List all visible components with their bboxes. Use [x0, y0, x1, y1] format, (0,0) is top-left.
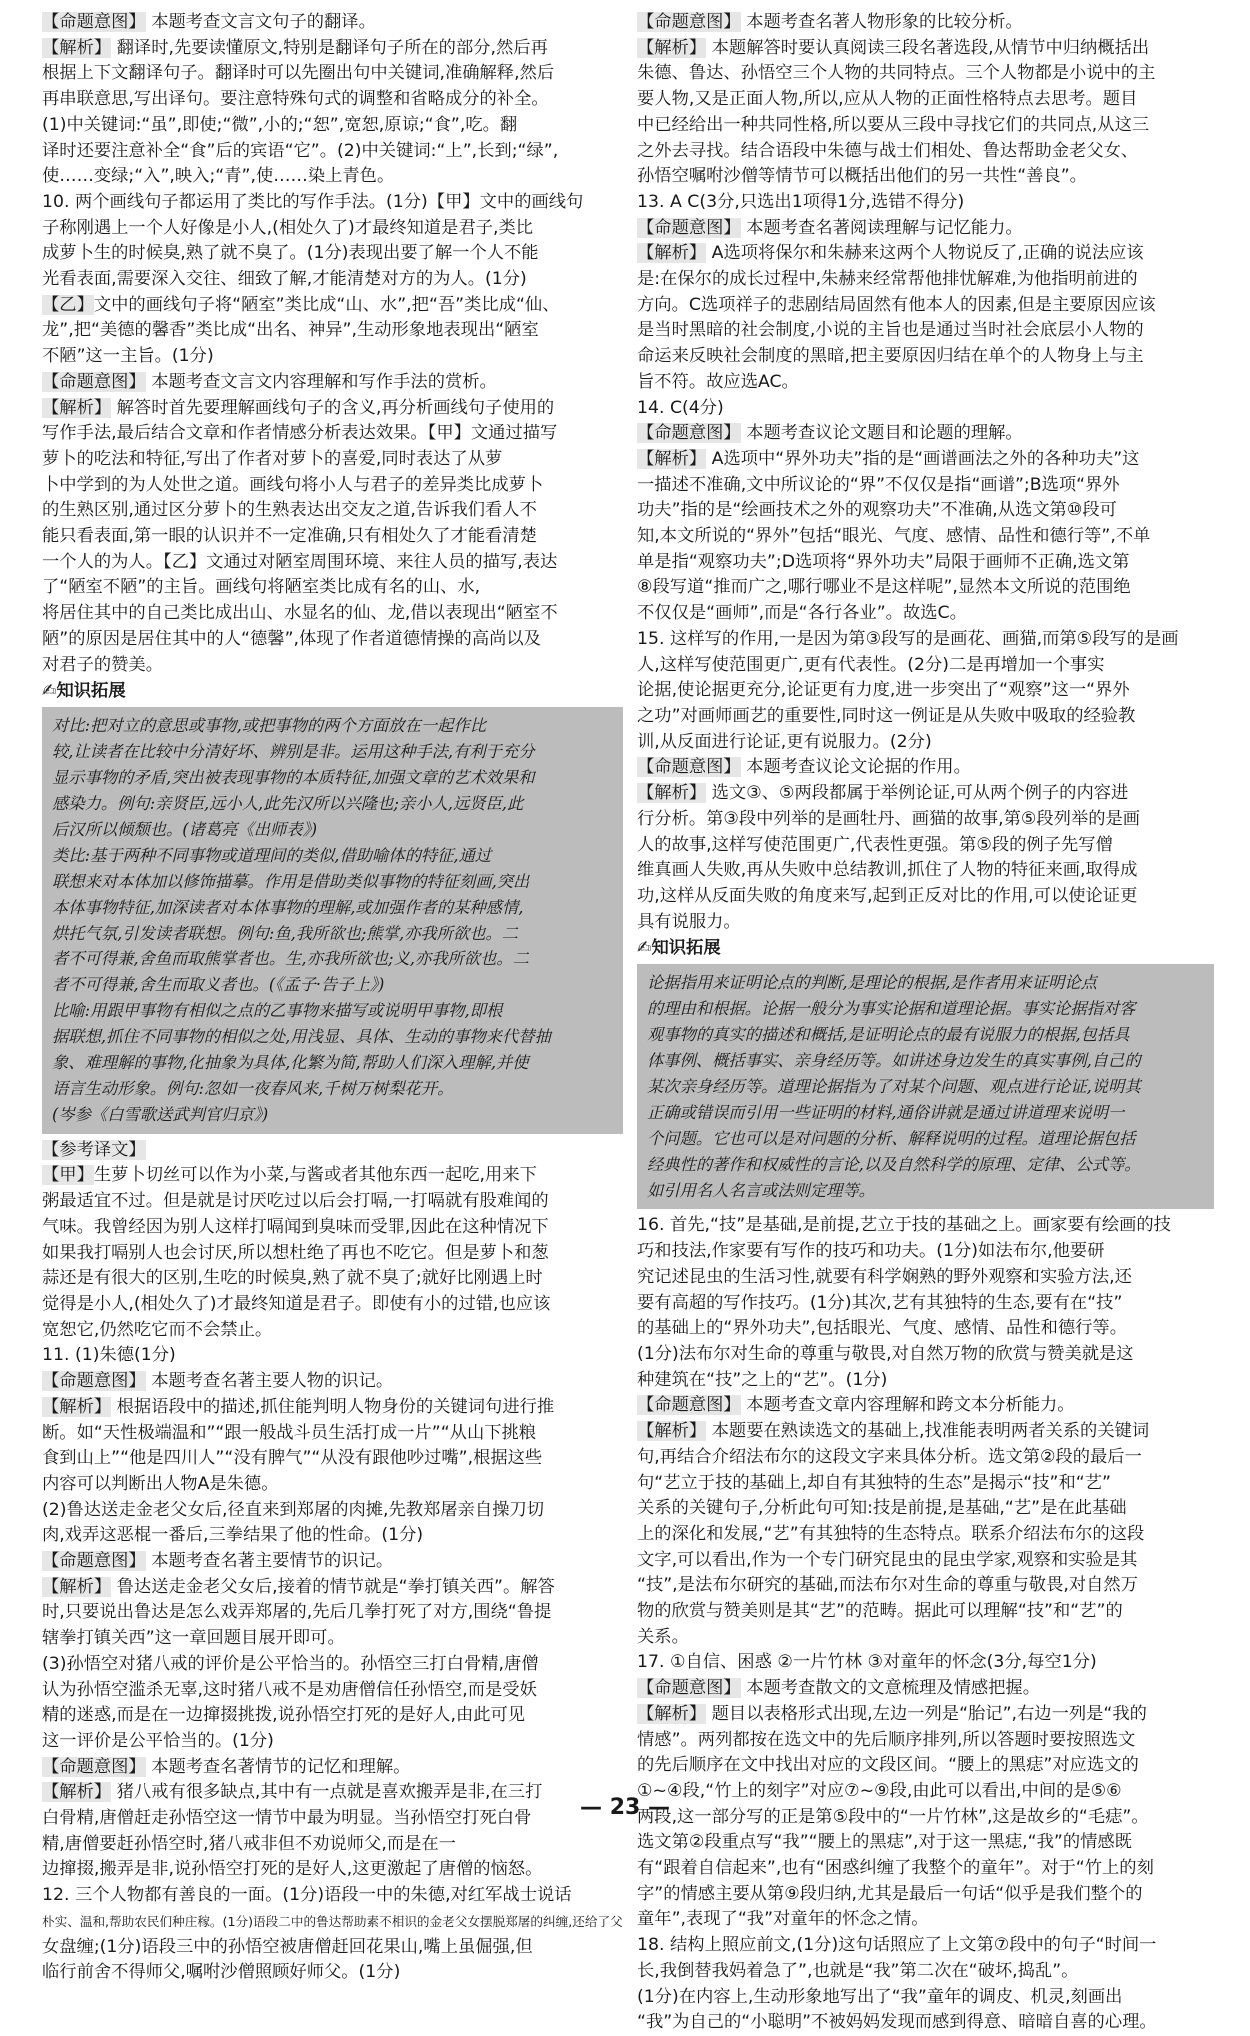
text-line: 是:在保尔的成长过程中,朱赫来经常帮他排忧解难,为他指明前进的 [637, 269, 1138, 290]
text-line: 再串联意思,写出译句。要注意特殊句式的调整和省略成分的补全。 [42, 89, 549, 110]
text-line: 这一评价是公平恰当的。(1分) [42, 1730, 274, 1751]
section-tag: 【命题意图】 [637, 12, 741, 32]
text-line: 成萝卜生的时候臭,熟了就不臭了。(1分)表现出要了解一个人不能 [42, 243, 539, 264]
text-line: 萝卜的吃法和特征,写出了作者对萝卜的喜爱,同时表达了从萝 [42, 448, 503, 469]
text-line: 【解析】 A选项将保尔和朱赫来这两个人物说反了,正确的说法应该 [637, 243, 1144, 264]
text-line: 译时还要注意补全“食”后的宾语“它”。(2)中关键词:“上”,长到;“绿”, [42, 140, 559, 161]
text-line: (1)中关键词:“虽”,即使;“微”,小的;“恕”,宽恕,原谅;“食”,吃。翻 [42, 114, 518, 135]
text-line: 者不可得兼,舍鱼而取熊掌者也。生,亦我所欲也;义,亦我所欲也。二 [52, 949, 529, 969]
text-line: 训,从反面进行论证,更有说服力。(2分) [637, 731, 932, 752]
text-line: 观事物的真实的描述和概括,是证明论点的最有说服力的根据,包括具 [647, 1025, 1130, 1045]
text-line: 如引用名人名言或法则定理等。 [647, 1180, 875, 1200]
text-line: 【解析】 翻译时,先要读懂原文,特别是翻译句子所在的部分,然后再 [42, 37, 548, 58]
left-top-text [42, 10, 623, 678]
section-tag: 【解析】 [637, 448, 707, 469]
text-line: 时,只要说出鲁达是怎么戏弄郑屠的,先后几拳打死了对方,围绕“鲁提 [42, 1602, 552, 1623]
text-line: 认为孙悟空滥杀无辜,这时猪八戒不是劝唐僧信任孙悟空,而是受妖 [42, 1679, 537, 1700]
text-line: 功,这样从反面失败的角度来写,起到正反对比的作用,可以使论证更 [637, 885, 1138, 906]
section-tag: 【命题意图】 [637, 1678, 741, 1699]
left-bottom-text [42, 1138, 623, 1986]
text-line: 【解析】 题目以表格形式出现,左边一列是“胎记”,右边一列是“我的 [637, 1703, 1147, 1724]
text-line: 某次亲身经历等。道理论据指为了对某个问题、观点进行论证,说明其 [647, 1076, 1141, 1096]
text-line: 感染力。例句:亲贤臣,远小人,此先汉所以兴隆也;亲小人,远贤臣,此 [52, 794, 524, 813]
text-line: 不陋”这一主旨。(1分) [42, 346, 214, 367]
text-line: 【命题意图】 本题考查文言文内容理解和写作手法的赏析。 [42, 371, 497, 392]
text-line: 断。如“天性极端温和”“跟一般战斗员生活打成一片”“从山下挑粮 [42, 1422, 537, 1443]
text-line: 子称刚遇上一个人好像是小人,(相处久了)才最终知道是君子,类比 [42, 217, 534, 238]
text-line: 陋”的原因是居住其中的人“德馨”,体现了作者道德情操的高尚以及 [42, 628, 541, 649]
text-line: 12. 三个人物都有善良的一面。(1分)语段一中的朱德,对红军战士说话 [42, 1885, 572, 1906]
text-line: 要人物,又是正面人物,所以,应从人物的正面性格特点去思考。题目 [637, 89, 1138, 110]
text-line: 18. 结构上照应前文,(1分)这句话照应了上文第⑦段中的句子“时间一 [637, 1935, 1157, 1956]
section-tag: 【解析】 [42, 37, 112, 58]
text-line: 论据指用来证明论点的判断,是理论的根据,是作者用来证明论点 [647, 973, 1097, 993]
text-line: 种建筑在“技”之上的“艺”。(1分) [637, 1369, 888, 1390]
text-line: 字”的情感主要从第⑨段归纳,尤其是最后一句话“似乎是我们整个的 [637, 1883, 1143, 1904]
right-bottom-text [637, 1213, 1214, 2036]
text-line: (2)鲁达送走金老父女后,径直来到郑屠的肉摊,先教郑屠亲自操刀切 [42, 1499, 545, 1520]
text-line: 正确或错误而引用一些证明的材料,通俗讲就是通过讲道理来说明一 [647, 1102, 1125, 1122]
text-line: 体事例、概括事实、亲身经历等。如讲述身边发生的真实事例,自己的 [647, 1051, 1141, 1071]
text-line: 比喻:用跟甲事物有相似之点的乙事物来描写或说明甲事物,即根 [52, 1001, 503, 1021]
text-line: 孙悟空嘱咐沙僧等情节可以概括出他们的另一共性“善良”。 [637, 166, 1087, 187]
text-line: 【命题意图】 本题考查文言文句子的翻译。 [42, 12, 376, 32]
text-line: 显示事物的矛盾,突出被表现事物的本质特征,加强文章的艺术效果和 [52, 768, 535, 788]
text-line: 写作手法,最后结合文章和作者情感分析表达效果。【甲】文通过描写 [42, 423, 558, 444]
text-line: 人,这样写使范围更广,更有代表性。(2分)二是再增加一个事实 [637, 654, 1105, 675]
text-line: 【解析】 鲁达送走金老父女后,接着的情节就是“拳打镇关西”。解答 [42, 1576, 555, 1597]
text-line: 句“艺立于技的基础上,却自有其独特的生态”是揭示“技”和“艺” [637, 1472, 1111, 1493]
text-line: 【命题意图】 本题考查议论文题目和论题的理解。 [637, 423, 1023, 444]
section-tag: 【解析】 [637, 1421, 707, 1442]
section-tag: 【解析】 [42, 1576, 112, 1597]
text-line: 行分析。第③段中列举的是画牡丹、画猫的故事,第⑤段列举的是画 [637, 808, 1141, 829]
text-line: 【命题意图】 本题考查名著人物形象的比较分析。 [637, 12, 1023, 32]
text-line: 是当时黑暗的社会制度,小说的主旨也是通过当时社会底层小人物的 [637, 320, 1144, 341]
text-line: (3)孙悟空对猪八戒的评价是公平恰当的。孙悟空三打白骨精,唐僧 [42, 1653, 539, 1674]
text-line: 如果我打嗝别人也会讨厌,所以想杜绝了再也不吃它。但是萝卜和葱 [42, 1242, 549, 1263]
text-line: 句,再结合介绍法布尔的这段文字来具体分析。选文第②段的最后一 [637, 1446, 1142, 1467]
text-line: 具有说服力。 [637, 911, 741, 932]
page-number: — 23 — [580, 1795, 670, 1820]
section-tag: 【甲】 [42, 1165, 94, 1186]
section-tag: 【乙】 [42, 294, 94, 315]
text-line: 旨不符。故应选AC。 [637, 371, 799, 392]
text-line: 的先后顺序在文中找出对应的文段区间。“腰上的黑痣”对应选文的 [637, 1755, 1139, 1776]
text-line [42, 1138, 623, 1164]
text-line: 【解析】 根据语段中的描述,抓住能判明人物身份的关键词句进行推 [42, 1396, 555, 1417]
text-line: “我”为自己的“小聪明”不被妈妈发现而感到得意、暗暗自喜的心理。 [637, 2012, 1157, 2033]
text-line: 10. 两个画线句子都运用了类比的写作手法。(1分)【甲】文中的画线句 [42, 191, 584, 212]
text-line: 一个人的为人。【乙】文通过对陋室周围环境、来往人员的描写,表达 [42, 551, 558, 572]
text-line: 文字,可以看出,作为一个专门研究昆虫的昆虫学家,观察和实验是其 [637, 1549, 1138, 1570]
text-line: 要有高超的写作技巧。(1分)其次,艺有其独特的生态,要有在“技” [637, 1292, 1123, 1313]
text-line: 维真画人失败,再从失败中总结教训,抓住了人物的特征来画,取得成 [637, 860, 1138, 881]
text-line: “技”,是法布尔研究的基础,而法布尔对生命的尊重与敬畏,对自然万 [637, 1575, 1138, 1596]
text-line: ①~④段,“竹上的刻字”对应⑦~⑨段,由此可以看出,中间的是⑤⑥ [637, 1780, 1122, 1801]
text-line: 关系的关键句子,分析此句可知:技是前提,是基础,“艺”是在此基础 [637, 1498, 1127, 1519]
text-line: 方向。C选项祥子的悲剧结局固然有他本人的因素,但是主要原因应该 [637, 294, 1156, 315]
text-line: 觉得是小人,(相处久了)才最终知道是君子。即使有小的过错,也应该 [42, 1294, 551, 1314]
text-line: 有“跟着自信起来”,也有“困惑纠缠了我整个的童年”。对于“竹上的刻 [637, 1858, 1154, 1879]
text-line: (1分)在内容上,生动形象地写出了“我”童年的调皮、机灵,刻画出 [637, 1986, 1123, 2007]
text-line: 据联想,抓住不同事物的相似之处,用浅显、具体、生动的事物来代替抽 [52, 1027, 551, 1047]
text-line: 之功”对画师画艺的重要性,同时这一例证是从失败中吸取的经验教 [637, 705, 1136, 726]
text-line: 单是指“观察功夫”;D选项将“界外功夫”局限于画师不正确,选文第 [637, 551, 1130, 572]
section-tag: 【解析】 [637, 783, 707, 804]
text-line: 【甲】生萝卜切丝可以作为小菜,与酱或者其他东西一起吃,用来下 [42, 1165, 537, 1186]
text-line: (1分)法布尔对生命的尊重与敬畏,对自然万物的欣赏与赞美就是这 [637, 1343, 1134, 1364]
text-line: 【命题意图】 本题考查名著阅读理解与记忆能力。 [637, 217, 1023, 238]
text-line: 【解析】 本题要在熟读选文的基础上,找准能表明两者关系的关键词 [637, 1421, 1150, 1442]
text-line: 情感”。两列都按在选文中的先后顺序排列,所以答题时要按照选文 [637, 1729, 1136, 1750]
text-line: 较,让读者在比较中分清好坏、辨别是非。运用这种手法,有利于充分 [52, 742, 535, 762]
text-line: 【命题意图】 本题考查议论文论据的作用。 [637, 757, 971, 778]
text-line: 朴实、温和,帮助农民们种庄稼。(1分)语段二中的鲁达帮助素不相识的金老父女摆脱郑屠的纠缠,还给了父 [42, 1913, 623, 1929]
text-line: 童年”,表现了“我”对童年的怀念之情。 [637, 1909, 929, 1930]
text-line: 的基础上的“界外功夫”,包括眼光、气度、感情、品性和德行等。 [637, 1318, 1127, 1339]
section-tag: 【解析】 [42, 1782, 112, 1803]
text-line: 命运来反映社会制度的黑暗,把主要原因归结在单个的人物身上与主 [637, 346, 1144, 367]
text-line: 烘托气氛,引发读者联想。例句:鱼,我所欲也;熊掌,亦我所欲也。二 [52, 923, 519, 943]
section-tag: 【命题意图】 [42, 1756, 146, 1777]
text-line: 人的故事,这样写使范围更广,代表性更强。第⑤段的例子先写僧 [637, 834, 1113, 855]
text-line: 选文第②段重点写“我”“腰上的黑痣”,对于这一黑痣,“我”的情感既 [637, 1832, 1132, 1853]
text-line: 类比:基于两种不同事物或道理间的类似,借助喻体的特征,通过 [52, 845, 492, 865]
text-line: 【解析】 A选项中“界外功夫”指的是“画谱画法之外的各种功夫”这 [637, 448, 1140, 469]
knowledge-box-right [637, 964, 1214, 1209]
text-line: 个问题。它也可以是对问题的分析、解释说明的过程。道理论据包括 [647, 1128, 1136, 1148]
text-line: (岑参《白雪歌送武判官归京》) [52, 1104, 269, 1124]
text-line: 14. C(4分) [637, 397, 724, 418]
text-line: 者不可得兼,舍生而取义者也。(《孟子·告子上》) [52, 975, 385, 995]
text-line: 精,唐僧要赶孙悟空时,猪八戒非但不劝说师父,而是在一 [42, 1833, 456, 1854]
knowledge-heading-left: ✍知识拓展 [42, 681, 126, 702]
text-line: 之外去寻找。结合语段中朱德与战士们相处、鲁达帮助金老父女、 [637, 140, 1139, 161]
text-line: 知,本文所说的“界外”包括“眼光、气度、感情、品性和德行等”,不单 [637, 526, 1151, 547]
text-line: 【命题意图】 本题考查名著情节的记忆和理解。 [42, 1756, 411, 1777]
text-line: 经典性的著作和权威性的言论,以及自然科学的原理、定律、公式等。 [647, 1154, 1141, 1174]
left-column [42, 10, 623, 1986]
text-line: 白骨精,唐僧赶走孙悟空这一情节中最为明显。当孙悟空打死白骨 [42, 1808, 532, 1829]
text-line: 两段,这一部分写的正是第⑤段中的“一片竹林”,这是故乡的“毛痣”。 [637, 1806, 1149, 1827]
text-line: 【命题意图】 本题考查名著主要情节的识记。 [42, 1551, 394, 1572]
text-line: 本体事物特征,加深读者对本体事物的理解,或加强作者的某种感情, [52, 897, 524, 917]
text-line: 【解析】 选文③、⑤两段都属于举例论证,可从两个例子的内容进 [637, 783, 1129, 804]
section-tag: 【命题意图】 [637, 1395, 741, 1416]
section-tag: 【解析】 [637, 1703, 707, 1724]
text-line: 了“陋室不陋”的主旨。画线句将陋室类比成有名的山、水, [42, 577, 481, 598]
text-line: 11. (1)朱德(1分) [42, 1345, 176, 1366]
text-line: 象、难理解的事物,化抽象为具体,化繁为简,帮助人们深入理解,并使 [52, 1053, 529, 1073]
text-line: 15. 这样写的作用,一是因为第③段写的是画花、画猫,而第⑤段写的是画 [637, 628, 1179, 649]
section-tag: 【命题意图】 [637, 217, 741, 238]
text-line: 【乙】文中的画线句子将“陋室”类比成“山、水”,把“吾”类比成“仙、 [42, 294, 560, 315]
section-tag: 【解析】 [637, 37, 707, 58]
text-line: 临行前舍不得师父,嘱咐沙僧照顾好师父。(1分) [42, 1962, 401, 1983]
text-line: 肉,戏弄这恶棍一番后,三拳结果了他的性命。(1分) [42, 1525, 424, 1546]
right-top-text [637, 10, 1214, 935]
text-line: 【解析】 本题解答时要认真阅读三段名著选段,从情节中归纳概括出 [637, 37, 1150, 58]
text-line: 内容可以判断出人物A是朱德。 [42, 1473, 279, 1494]
section-tag: 【解析】 [42, 1396, 112, 1417]
text-line: 功夫”指的是“绘画技术之外的观察功夫”不准确,从选文第⑩段可 [637, 500, 1117, 521]
text-line: 对君子的赞美。 [42, 654, 163, 675]
text-line: 对比:把对立的意思或事物,或把事物的两个方面放在一起作比 [52, 716, 486, 736]
section-tag: 【命题意图】 [637, 423, 741, 444]
text-line: 气味。我曾经因为别人这样打嗝闻到臭味而受罪,因此在这种情况下 [42, 1216, 549, 1237]
text-line: 13. A C(3分,只选出1项得1分,选错不得分) [637, 191, 965, 212]
text-line: 食到山上”“他是四川人”“没有脾气”“从没有跟他吵过嘴”,根据这些 [42, 1448, 543, 1469]
text-line: 不仅仅是“画师”,而是“各行各业”。故选C。 [637, 603, 967, 624]
section-tag: 【解析】 [637, 243, 707, 264]
text-line: ⑧段写道“推而广之,哪行哪业不是这样呢”,显然本文所说的范围绝 [637, 577, 1131, 598]
text-line: 根据上下文翻译句子。翻译时可以先圈出句中关键词,准确解释,然后 [42, 63, 555, 84]
text-line: 论据,使论据更充分,论证更有力度,进一步突出了“观察”这一“界外 [637, 680, 1130, 701]
text-line: 宽恕它,仍然吃它而不会禁止。 [42, 1319, 273, 1340]
text-line: 朱德、鲁达、孙悟空三个人物的共同特点。三个人物都是小说中的主 [637, 63, 1156, 84]
text-line: 蒜还是有很大的区别,生吃的时候臭,熟了就不臭了;就好比刚遇上时 [42, 1268, 543, 1289]
text-line: 卜中学到的为人处世之道。画线句将小人与君子的差异类比成萝卜 [42, 474, 544, 495]
text-line: 究记述昆虫的生活习性,就要有科学娴熟的野外观察和实验方法,还 [637, 1266, 1132, 1287]
section-tag: 【命题意图】 [637, 757, 741, 778]
text-line: 的理由和根据。论据一般分为事实论据和道理论据。事实论据指对客 [647, 999, 1136, 1019]
text-line: 女盘缠;(1分)语段三中的孙悟空被唐僧赶回花果山,嘴上虽倔强,但 [42, 1936, 533, 1957]
text-line: 【命题意图】 本题考查文章内容理解和跨文本分析能力。 [637, 1395, 1075, 1416]
text-line: 使……变绿;“入”,映入;“青”,使……染上青色。 [42, 166, 395, 187]
text-line: 17. ①自信、困惑 ②一片竹林 ③对童年的怀念(3分,每空1分) [637, 1652, 1097, 1673]
text-line: 长,我倒替我妈着急了”,也就是“我”第二次在“破坏,捣乱”。 [637, 1960, 1079, 1981]
text-line: 巧和技法,作家要有写作的技巧和功夫。(1分)如法布尔,他要研 [637, 1241, 1105, 1262]
text-line: 将居住其中的自己类比成出山、水显名的仙、龙,借以表现出“陋室不 [42, 603, 558, 624]
text-line: 【命题意图】 本题考查散文的文意梳理及情感把握。 [637, 1678, 1040, 1699]
text-line: 辖拳打镇关西”这一章回题目展开即可。 [42, 1628, 345, 1649]
text-line: 一描述不准确,文中所议论的“界”不仅仅是指“画谱”;B选项“界外 [637, 474, 1120, 495]
knowledge-box-left [42, 707, 623, 1134]
section-tag: 【命题意图】 [42, 1551, 146, 1572]
text-line: 边撺掇,搬弄是非,说孙悟空打死的是好人,这更激起了唐僧的恼怒。 [42, 1859, 543, 1880]
text-line: 语言生动形象。例句:忽如一夜春风来,千树万树梨花开。 [52, 1078, 454, 1098]
pen-icon: ✍ [42, 681, 57, 702]
text-line: 【解析】 猪八戒有很多缺点,其中有一点就是喜欢搬弄是非,在三打 [42, 1782, 543, 1803]
section-tag: 【命题意图】 [42, 371, 146, 392]
text-line: 中已经给出一种共同性格,所以要从三段中寻找它们的共同点,从这三 [637, 114, 1150, 135]
section-tag: 【命题意图】 [42, 12, 146, 32]
text-line: 能只看表面,第一眼的认识并不一定准确,只有相处久了才能看清楚 [42, 526, 537, 547]
text-line: 后汉所以倾颓也。(诸葛亮《出师表》) [52, 819, 318, 839]
text-line: 物的欣赏与赞美则是其“艺”的范畴。据此可以理解“技”和“艺”的 [637, 1601, 1123, 1622]
pen-icon: ✍ [637, 938, 652, 959]
text-line: 上的深化和发展,“艺”有其独特的生态特点。联系介绍法布尔的这段 [637, 1523, 1145, 1544]
text-line: 光看表面,需要深入交往、细致了解,才能清楚对方的为人。(1分) [42, 269, 527, 290]
text-line: 的生熟区别,通过区分萝卜的生熟表达出交友之道,告诉我们看人不 [42, 500, 537, 521]
text-line: 【解析】 解答时首先要理解画线句子的含义,再分析画线句子使用的 [42, 397, 555, 418]
text-line: 龙”,把“美德的馨香”类比成“出名、神异”,生动形象地表现出“陋室 [42, 320, 539, 341]
text-line: 【命题意图】 本题考查名著主要人物的识记。 [42, 1371, 394, 1392]
text-line: 联想来对本体加以修饰描摹。作用是借助类似事物的特征刻画,突出 [52, 871, 530, 891]
right-column [637, 10, 1214, 2036]
text-line: 16. 首先,“技”是基础,是前提,艺立于技的基础之上。画家要有绘画的技 [637, 1215, 1171, 1236]
section-tag: 【命题意图】 [42, 1371, 146, 1392]
knowledge-heading-right: ✍知识拓展 [637, 938, 721, 959]
text-line: 关系。 [637, 1626, 689, 1647]
section-tag: 【参考译文】 [42, 1139, 146, 1160]
text-line: 粥最适宜不过。但是就是讨厌吃过以后会打嗝,一打嗝就有股难闻的 [42, 1191, 549, 1212]
section-tag: 【解析】 [42, 397, 112, 418]
text-line: 精的迷惑,而是在一边撺掇挑拨,说孙悟空打死的是好人,由此可见 [42, 1705, 526, 1726]
